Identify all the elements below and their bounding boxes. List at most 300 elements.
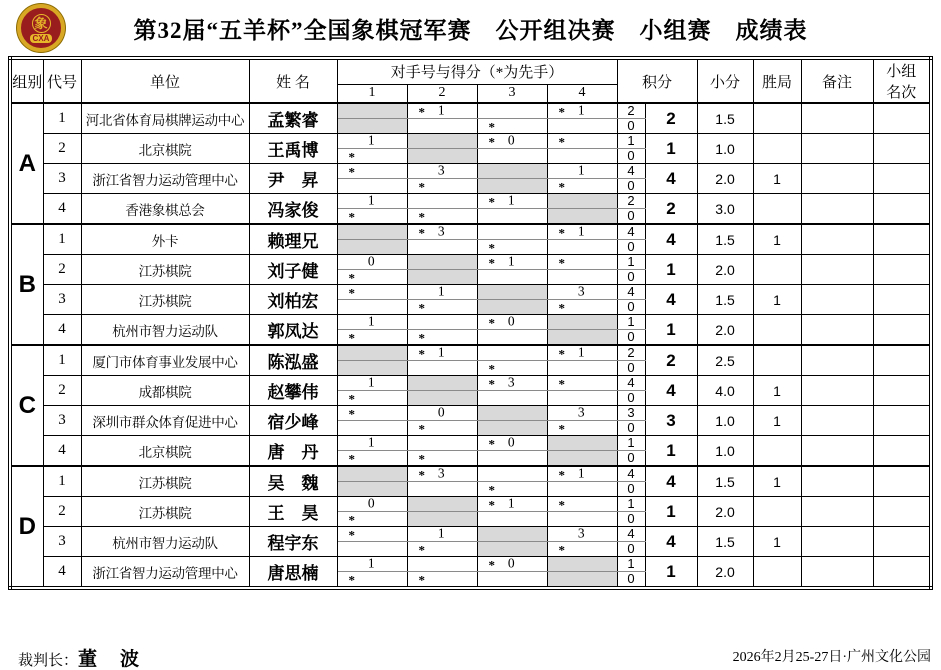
rank-cell	[873, 406, 931, 436]
header-unit: 单位	[81, 58, 249, 103]
player-unit: 江苏棋院	[81, 255, 249, 285]
rank-cell	[873, 285, 931, 315]
first-move-star-icon: *	[348, 527, 356, 542]
page-title: 第32届“五羊杯”全国象棋冠军赛 公开组决赛 小组赛 成绩表	[133, 18, 808, 43]
game-score: 0	[437, 405, 445, 420]
game-score: 1	[367, 375, 375, 390]
game-score: 0	[507, 133, 515, 148]
game-score: 3	[577, 284, 585, 299]
player-code: 3	[43, 406, 81, 436]
game-score: 1	[367, 435, 375, 450]
first-move-star-icon: *	[558, 300, 566, 315]
player-unit: 成都棋院	[81, 376, 249, 406]
opponent-cell	[547, 497, 617, 512]
round-subtotal-bottom: 0	[617, 482, 645, 497]
opponent-cell	[477, 376, 547, 391]
opponent-self-cell	[407, 497, 477, 512]
masthead	[0, 0, 941, 56]
opponent-self-cell	[407, 149, 477, 164]
minor-points-cell: 1.5	[697, 527, 753, 557]
player-code: 1	[43, 345, 81, 376]
opponent-cell	[337, 421, 407, 436]
player-name: 冯家俊	[249, 194, 337, 225]
opponent-self-cell	[407, 376, 477, 391]
first-move-star-icon: *	[418, 225, 426, 240]
opponent-cell	[337, 149, 407, 164]
minor-points-cell: 2.0	[697, 255, 753, 285]
opponent-cell	[337, 542, 407, 557]
player-code: 1	[43, 466, 81, 497]
opponent-cell	[547, 164, 617, 179]
opponent-cell	[407, 119, 477, 134]
first-move-star-icon: *	[348, 406, 356, 421]
game-score: 3	[437, 163, 445, 178]
opponent-self-cell	[477, 300, 547, 315]
game-score: 0	[507, 556, 515, 571]
minor-points-cell: 2.0	[697, 497, 753, 527]
round-subtotal-bottom: 0	[617, 149, 645, 164]
points-cell: 1	[645, 134, 697, 164]
opponent-self-cell	[477, 527, 547, 542]
remarks-cell	[801, 103, 873, 134]
minor-points-cell: 2.0	[697, 557, 753, 589]
wins-cell: 1	[753, 466, 801, 497]
opponent-cell	[547, 224, 617, 240]
opponent-self-cell	[547, 572, 617, 589]
opponent-self-cell	[547, 451, 617, 467]
first-move-star-icon: *	[418, 346, 426, 361]
referee-name: 董 波	[78, 649, 142, 670]
opponent-cell	[337, 209, 407, 225]
remarks-cell	[801, 134, 873, 164]
opponent-self-cell	[477, 285, 547, 300]
round-subtotal-top: 4	[617, 527, 645, 542]
player-code: 1	[43, 224, 81, 255]
rank-cell	[873, 345, 931, 376]
remarks-cell	[801, 315, 873, 346]
remarks-cell	[801, 527, 873, 557]
round-subtotal-top: 3	[617, 406, 645, 421]
wins-cell: 1	[753, 164, 801, 194]
first-move-star-icon: *	[488, 315, 496, 330]
opponent-cell	[337, 179, 407, 194]
first-move-star-icon: *	[558, 255, 566, 270]
round-subtotal-top: 1	[617, 436, 645, 451]
player-code: 1	[43, 103, 81, 134]
opponent-cell	[477, 330, 547, 346]
first-move-star-icon: *	[418, 467, 426, 482]
opponent-cell	[407, 103, 477, 119]
game-score: 1	[367, 314, 375, 329]
wins-cell	[753, 345, 801, 376]
game-score: 1	[437, 103, 445, 118]
remarks-cell	[801, 164, 873, 194]
opponent-cell	[477, 572, 547, 589]
player-code: 4	[43, 194, 81, 225]
player-code: 2	[43, 497, 81, 527]
wins-cell	[753, 557, 801, 589]
header-opponents: 对手号与得分（*为先手）	[337, 58, 617, 84]
wins-cell	[753, 315, 801, 346]
remarks-cell	[801, 285, 873, 315]
round-subtotal-bottom: 0	[617, 240, 645, 255]
wins-cell	[753, 194, 801, 225]
player-code: 3	[43, 164, 81, 194]
player-row-top	[10, 164, 931, 179]
group-label: D	[10, 466, 43, 588]
first-move-star-icon: *	[488, 194, 496, 209]
player-row-top	[10, 315, 931, 330]
opponent-cell	[407, 300, 477, 315]
first-move-star-icon: *	[558, 376, 566, 391]
game-score: 1	[577, 466, 585, 481]
round-subtotal-top: 1	[617, 497, 645, 512]
opponent-cell	[547, 482, 617, 497]
header-opp-3: 3	[477, 84, 547, 103]
player-unit: 厦门市体育事业发展中心	[81, 345, 249, 376]
opponent-self-cell	[337, 345, 407, 361]
first-move-star-icon: *	[418, 572, 426, 588]
group-label: C	[10, 345, 43, 466]
opponent-self-cell	[337, 240, 407, 255]
game-score: 1	[437, 345, 445, 360]
first-move-star-icon: *	[418, 330, 426, 345]
opponent-cell	[477, 119, 547, 134]
first-move-star-icon: *	[348, 285, 356, 300]
player-unit: 江苏棋院	[81, 497, 249, 527]
game-score: 1	[367, 556, 375, 571]
game-score: 1	[507, 254, 515, 269]
rank-cell	[873, 466, 931, 497]
opponent-cell	[407, 224, 477, 240]
group-label: A	[10, 103, 43, 224]
wins-cell	[753, 436, 801, 467]
opponent-cell	[337, 270, 407, 285]
round-subtotal-bottom: 0	[617, 572, 645, 589]
opponent-cell	[477, 482, 547, 497]
points-cell: 4	[645, 527, 697, 557]
wins-cell: 1	[753, 285, 801, 315]
first-move-star-icon: *	[418, 104, 426, 119]
opponent-cell	[407, 557, 477, 572]
opponent-self-cell	[337, 119, 407, 134]
opponent-cell	[477, 466, 547, 482]
player-name: 赵攀伟	[249, 376, 337, 406]
opponent-cell	[337, 391, 407, 406]
opponent-cell	[477, 391, 547, 406]
wins-cell	[753, 497, 801, 527]
opponent-cell	[337, 194, 407, 209]
game-score: 0	[367, 496, 375, 511]
game-score: 3	[577, 405, 585, 420]
first-move-star-icon: *	[418, 209, 426, 224]
first-move-star-icon: *	[348, 149, 356, 164]
player-row-top	[10, 194, 931, 209]
minor-points-cell: 1.0	[697, 436, 753, 467]
first-move-star-icon: *	[348, 164, 356, 179]
opponent-cell	[547, 391, 617, 406]
player-row-top	[10, 255, 931, 270]
player-unit: 杭州市智力运动队	[81, 315, 249, 346]
wins-cell: 1	[753, 376, 801, 406]
minor-points-cell: 1.5	[697, 103, 753, 134]
opponent-cell	[477, 209, 547, 225]
first-move-star-icon: *	[558, 542, 566, 557]
wins-cell: 1	[753, 406, 801, 436]
round-subtotal-bottom: 0	[617, 361, 645, 376]
opponent-cell	[547, 527, 617, 542]
game-score: 3	[577, 526, 585, 541]
opponent-cell	[337, 572, 407, 589]
round-subtotal-bottom: 0	[617, 179, 645, 194]
header-name: 姓 名	[249, 58, 337, 103]
header-group: 组别	[10, 58, 43, 103]
opponent-cell	[337, 557, 407, 572]
game-score: 0	[367, 254, 375, 269]
opponent-cell	[337, 436, 407, 451]
player-name: 吴 魏	[249, 466, 337, 497]
game-score: 1	[437, 526, 445, 541]
header-wins: 胜局	[753, 58, 801, 103]
rank-cell	[873, 527, 931, 557]
minor-points-cell: 1.5	[697, 285, 753, 315]
opponent-cell	[407, 164, 477, 179]
game-score: 1	[577, 103, 585, 118]
header-opp-4: 4	[547, 84, 617, 103]
round-subtotal-bottom: 0	[617, 391, 645, 406]
opponent-cell	[547, 300, 617, 315]
round-subtotal-bottom: 0	[617, 451, 645, 467]
minor-points-cell: 1.0	[697, 134, 753, 164]
opponent-cell	[407, 572, 477, 589]
round-subtotal-bottom: 0	[617, 512, 645, 527]
opponent-self-cell	[407, 512, 477, 527]
first-move-star-icon: *	[348, 270, 356, 285]
opponent-self-cell	[337, 466, 407, 482]
player-name: 唐 丹	[249, 436, 337, 467]
header-remarks: 备注	[801, 58, 873, 103]
round-subtotal-bottom: 0	[617, 421, 645, 436]
rank-cell	[873, 557, 931, 589]
first-move-star-icon: *	[488, 255, 496, 270]
rank-cell	[873, 164, 931, 194]
opponent-cell	[547, 240, 617, 255]
opponent-cell	[477, 345, 547, 361]
opponent-cell	[547, 512, 617, 527]
points-cell: 1	[645, 255, 697, 285]
first-move-star-icon: *	[558, 497, 566, 512]
round-subtotal-top: 4	[617, 224, 645, 240]
game-score: 0	[507, 435, 515, 450]
opponent-cell	[547, 542, 617, 557]
rank-cell	[873, 497, 931, 527]
first-move-star-icon: *	[418, 451, 426, 466]
wins-cell	[753, 103, 801, 134]
opponent-self-cell	[407, 134, 477, 149]
opponent-cell	[407, 315, 477, 330]
opponent-self-cell	[477, 179, 547, 194]
round-subtotal-bottom: 0	[617, 270, 645, 285]
opponent-cell	[407, 406, 477, 421]
opponent-self-cell	[337, 224, 407, 240]
opponent-cell	[337, 406, 407, 421]
round-subtotal-bottom: 0	[617, 209, 645, 225]
first-move-star-icon: *	[348, 330, 356, 345]
opponent-cell	[477, 497, 547, 512]
game-score: 3	[507, 375, 515, 390]
game-score: 3	[437, 466, 445, 481]
player-row-top	[10, 527, 931, 542]
minor-points-cell: 1.0	[697, 406, 753, 436]
opponent-cell	[477, 436, 547, 451]
opponent-self-cell	[407, 391, 477, 406]
player-code: 3	[43, 285, 81, 315]
player-row-top	[10, 103, 931, 119]
opponent-cell	[547, 421, 617, 436]
opponent-cell	[477, 240, 547, 255]
first-move-star-icon: *	[558, 225, 566, 240]
opponent-cell	[477, 512, 547, 527]
opponent-cell	[407, 527, 477, 542]
first-move-star-icon: *	[488, 134, 496, 149]
points-cell: 4	[645, 164, 697, 194]
player-row-top	[10, 406, 931, 421]
opponent-self-cell	[547, 315, 617, 330]
opponent-self-cell	[477, 164, 547, 179]
points-cell: 4	[645, 466, 697, 497]
first-move-star-icon: *	[488, 376, 496, 391]
opponent-cell	[477, 557, 547, 572]
first-move-star-icon: *	[558, 346, 566, 361]
round-subtotal-top: 2	[617, 103, 645, 119]
rank-cell	[873, 103, 931, 134]
opponent-cell	[407, 421, 477, 436]
opponent-self-cell	[547, 436, 617, 451]
minor-points-cell: 1.5	[697, 466, 753, 497]
player-name: 孟繁睿	[249, 103, 337, 134]
opponent-cell	[477, 103, 547, 119]
player-name: 宿少峰	[249, 406, 337, 436]
first-move-star-icon: *	[418, 179, 426, 194]
player-name: 尹 昇	[249, 164, 337, 194]
wins-cell: 1	[753, 224, 801, 255]
round-subtotal-top: 2	[617, 345, 645, 361]
rank-cell	[873, 376, 931, 406]
player-row-top	[10, 345, 931, 361]
header-points: 积分	[617, 58, 697, 103]
opponent-self-cell	[547, 194, 617, 209]
remarks-cell	[801, 497, 873, 527]
opponent-cell	[337, 451, 407, 467]
opponent-cell	[337, 330, 407, 346]
opponent-self-cell	[477, 542, 547, 557]
opponent-cell	[407, 240, 477, 255]
opponent-cell	[547, 406, 617, 421]
first-move-star-icon: *	[348, 512, 356, 527]
opponent-cell	[547, 103, 617, 119]
opponent-cell	[547, 361, 617, 376]
wins-cell: 1	[753, 527, 801, 557]
opponent-self-cell	[407, 270, 477, 285]
player-name: 王 昊	[249, 497, 337, 527]
opponent-cell	[477, 451, 547, 467]
opponent-cell	[477, 255, 547, 270]
results-table	[8, 56, 933, 590]
points-cell: 2	[645, 345, 697, 376]
player-row-top	[10, 134, 931, 149]
remarks-cell	[801, 345, 873, 376]
logo-acronym: CXA	[30, 34, 53, 43]
opponent-self-cell	[337, 482, 407, 497]
opponent-cell	[477, 361, 547, 376]
round-subtotal-bottom: 0	[617, 542, 645, 557]
first-move-star-icon: *	[488, 557, 496, 572]
first-move-star-icon: *	[558, 134, 566, 149]
first-move-star-icon: *	[558, 179, 566, 194]
round-subtotal-top: 1	[617, 255, 645, 270]
remarks-cell	[801, 557, 873, 589]
round-subtotal-bottom: 0	[617, 300, 645, 315]
player-name: 郭凤达	[249, 315, 337, 346]
opponent-self-cell	[477, 406, 547, 421]
player-name: 王禹博	[249, 134, 337, 164]
opponent-cell	[547, 255, 617, 270]
game-score: 1	[367, 193, 375, 208]
player-code: 4	[43, 315, 81, 346]
first-move-star-icon: *	[348, 391, 356, 406]
date-venue: 2026年2月25-27日·广州文化公园	[732, 650, 931, 665]
opponent-cell	[407, 361, 477, 376]
player-unit: 香港象棋总会	[81, 194, 249, 225]
remarks-cell	[801, 194, 873, 225]
player-code: 4	[43, 436, 81, 467]
round-subtotal-top: 4	[617, 376, 645, 391]
opponent-cell	[477, 270, 547, 285]
round-subtotal-top: 1	[617, 315, 645, 330]
game-score: 0	[507, 314, 515, 329]
opponent-cell	[547, 285, 617, 300]
player-unit: 浙江省智力运动管理中心	[81, 164, 249, 194]
opponent-cell	[337, 315, 407, 330]
opponent-cell	[477, 149, 547, 164]
game-score: 1	[367, 133, 375, 148]
remarks-cell	[801, 255, 873, 285]
opponent-self-cell	[477, 421, 547, 436]
player-unit: 杭州市智力运动队	[81, 527, 249, 557]
opponent-cell	[337, 300, 407, 315]
points-cell: 3	[645, 406, 697, 436]
opponent-cell	[477, 134, 547, 149]
opponent-cell	[407, 209, 477, 225]
opponent-self-cell	[547, 557, 617, 572]
rank-cell	[873, 255, 931, 285]
chief-referee: 裁判长：董 波	[18, 649, 142, 670]
rank-cell	[873, 194, 931, 225]
player-name: 刘子健	[249, 255, 337, 285]
game-score: 1	[507, 496, 515, 511]
game-score: 3	[437, 224, 445, 239]
points-cell: 4	[645, 285, 697, 315]
opponent-cell	[407, 330, 477, 346]
opponent-cell	[407, 542, 477, 557]
minor-points-cell: 4.0	[697, 376, 753, 406]
player-row-top	[10, 285, 931, 300]
player-unit: 深圳市群众体育促进中心	[81, 406, 249, 436]
group-label: B	[10, 224, 43, 345]
wins-cell	[753, 255, 801, 285]
opponent-self-cell	[337, 103, 407, 119]
opponent-cell	[407, 285, 477, 300]
